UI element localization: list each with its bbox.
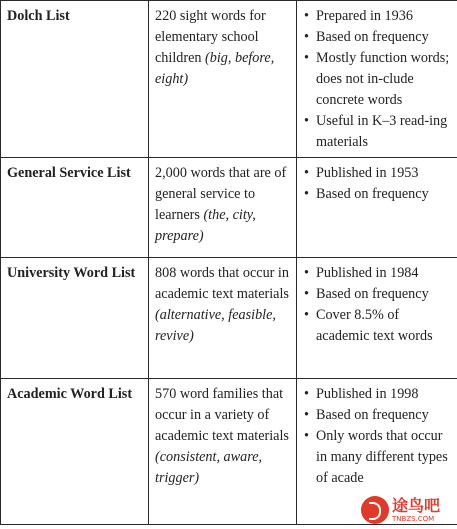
feature-item: • Mostly function words; does not in-clude concrete words (303, 48, 452, 111)
feature-item: • Only words that occur in many different types of acade (303, 426, 452, 489)
example-words: (big, before, eight) (155, 50, 275, 87)
feature-item: • Published in 1998 (303, 384, 452, 405)
feature-item: • Based on frequency (303, 184, 452, 205)
feature-item: • Useful in K–3 read-ing materials (303, 111, 452, 153)
example-words: (the, city, prepare) (155, 207, 256, 244)
feature-item: • Published in 1953 (303, 163, 452, 184)
list-description (149, 379, 297, 525)
list-name: University Word List (1, 258, 149, 379)
list-features (297, 258, 457, 379)
example-words: (consistent, aware, trigger) (155, 449, 263, 486)
list-features (297, 158, 457, 258)
description-text: 220 sight words for elementary school children (155, 8, 266, 66)
list-name: General Service List (1, 158, 149, 258)
feature-item: • Published in 1984 (303, 263, 452, 284)
description-text: 2,000 words that are of general service to learners (155, 165, 287, 223)
table-row-general-service (1, 158, 457, 258)
description-text: 808 words that occur in academic text materials (155, 265, 289, 302)
feature-item: • Based on frequency (303, 27, 452, 48)
list-description (149, 158, 297, 258)
bird-icon (361, 496, 389, 524)
watermark-text: 途鸟吧 (392, 495, 441, 515)
watermark-logo (361, 493, 453, 527)
list-name: Dolch List (1, 1, 149, 158)
list-features (297, 1, 457, 158)
list-description (149, 258, 297, 379)
feature-item: • Based on frequency (303, 405, 452, 426)
table-row-university (1, 258, 457, 379)
feature-item: • Based on frequency (303, 284, 452, 305)
list-name: Academic Word List (1, 379, 149, 525)
example-words: (alternative, feasible, revive) (155, 307, 276, 344)
description-text: 570 word families that occur in a variety of academic text materials (155, 386, 289, 444)
feature-item: • Prepared in 1936 (303, 6, 452, 27)
watermark-url: TNBZS.COM (392, 514, 435, 523)
feature-item: • Cover 8.5% of academic text words (303, 305, 452, 347)
table-row-dolch (1, 1, 457, 158)
list-description (149, 1, 297, 158)
